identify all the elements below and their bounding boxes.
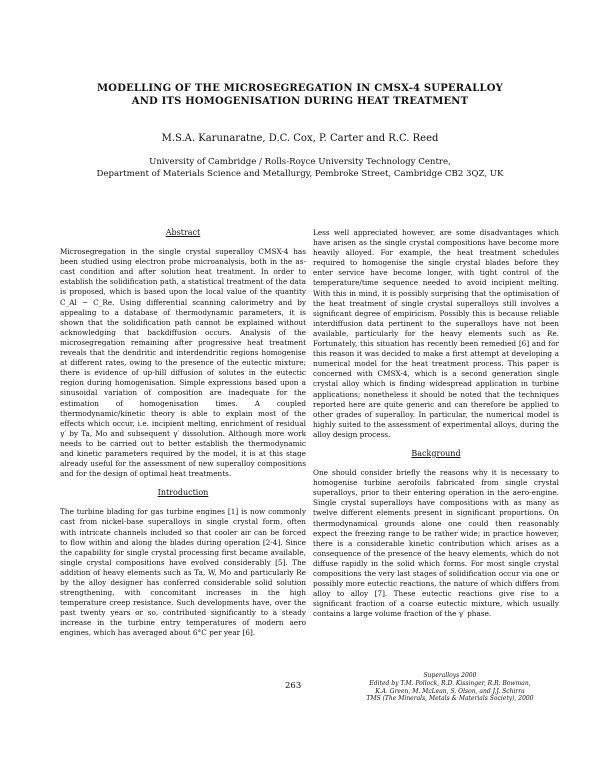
publication-note-line-3: K.A. Green, M. McLean, S. Olson, and J.J. Schirra [375, 687, 525, 695]
background-text: One should consider briefly the reasons why it is necessary to homogenise turbine aerofoils fabricated from single crystal superalloys, prior to their entering operation in the aero-engine. Single crystal superalloys have compositions with as many as twelve different elements present in significant proportions. On thermodynamical grounds alone one could then reasonably expect the freezing range to be rather wide; in practice however, there is a considerable kinetic contribution which arises as a consequence of the presence of the heavy elements, which do not diffuse rapidly in the solid which forms. For most single crystal compositions the very last stages of solidification occur via one or possibly more eutectic reactions, the nature of which differs from alloy to alloy [7]. These eutectic reactions give rise to a significant fraction of a coarse eutectic mixture, which usually contains a large volume fraction of the γ′ phase. [313, 468, 559, 619]
paper-title [60, 82, 540, 108]
affiliation-line-1: University of Cambridge / Rolls-Royce University Technology Centre, [149, 157, 451, 167]
abstract-text: Microsegregation in the single crystal superalloy CMSX-4 has been studied using electron probe microanalysis, both in the as-cast condition and after solution heat treatment. In order to establish the solidification path, a statistical treatment of the data is proposed, which is based upon the local value of the quantity C_Al − C_Re. Using differential scanning calorimetry and by appealing to a database of thermodynamic parameters, it is shown that the solidification path cannot be explained without acknowledging that backdiffusion occurs. Analysis of the microsegregation remaining after progressive heat treatment reveals that the dendritic and interdendritic regions homogenise at different rates, owing to the presence of the eutectic mixture; there is evidence of up-hill diffusion of solutes in the eutectic region during homogenisation. Simple expressions based upon a sinusoidal variation of composition are inadequate for the estimation of homogenisation times. A coupled thermodynamic/kinetic theory is able to explain most of the effects which occur, i.e. incipient melting, enrichment of residual γ′ by Ta, Mo and subsequent γ′ dissolution. Although more work needs to be carried out to better establish the thermodynamic and kinetic parameters required by the model, it is at this stage already useful for the assessment of new superalloy compositions and for the design of optimal heat treatments. [60, 247, 306, 479]
author-list: M.S.A. Karunaratne, D.C. Cox, P. Carter and R.C. Reed [161, 133, 439, 144]
title-line-1: MODELLING OF THE MICROSEGREGATION IN CMSX-4 SUPERALLOY [97, 83, 503, 94]
page-number: 263 [285, 681, 302, 691]
affiliation-line-2: Department of Materials Science and Metallurgy, Pembroke Street, Cambridge CB2 3QZ, UK [96, 169, 504, 179]
background-heading: Background [411, 448, 461, 458]
affiliation [40, 156, 560, 180]
title-line-2: AND ITS HOMOGENISATION DURING HEAT TREATMENT [131, 96, 469, 107]
publication-note [350, 672, 550, 703]
introduction-heading: Introduction [157, 488, 209, 498]
publication-note-line-2: Edited by T.M. Pollock, R.D. Kissinger, R.R. Bowman, [369, 679, 531, 687]
abstract-heading: Abstract [165, 228, 201, 237]
right-paragraph-1: Less well appreciated however, are some disadvantages which have arisen as the single crystal compositions have become more heavily alloyed. For example, the heat treatment schedules required to homogenise the single crystal blades before they enter service have become longer, with tight control of the temperature/time sequence needed to avoid incipient melting. With this in mind, it is possibly surprising that the optimisation of the heat treatment of single crystal superalloys still involves a significant degree of empiricism. Possibly this is because reliable interdiffusion data pertinent to the superalloys have not been available, particularly for the heavy elements such as Re. Fortunately, this situation has recently been remedied [6] and for this reason it was decided to make a first attempt at developing a numerical model for the heat treatment process. This paper is concerned with CMSX-4, which is a second generation single crystal alloy which is finding widespread application in turbine applications; nonetheless it should be noted that the techniques reported here are quite generic and can therefore be applied to other grades of superalloy. In particular, the numerical model is highly suited to the assessment of experimental alloys, during the alloy design process. [313, 228, 559, 439]
right-column [313, 228, 559, 619]
introduction-text: The turbine blading for gas turbine engines [1] is now commonly cast from nickel-base superalloys in single crystal form, often with intricate channels included so that cooler air can be forced to flow within and along the blades during operation [2-4]. Since the capability for single crystal processing first became available, single crystal compositions have evolved considerably [5]. The addition of heavy elements such as Ta, W, Mo and particularly Re by the alloy designer has conferred considerable solid solution strengthening, with concomitant increases in the high temperature creep resistance. Such developments have, over the past twenty years or so, contributed significantly to a steady increase in the turbine entry temperatures of modern aero engines, which has averaged about 6°C per year [6]. [60, 507, 306, 638]
left-column [60, 228, 306, 639]
publication-note-line-1: Superalloys 2000 [423, 672, 477, 679]
publication-note-line-4: TMS (The Minerals, Metals & Materials Society), 2000 [366, 695, 534, 703]
